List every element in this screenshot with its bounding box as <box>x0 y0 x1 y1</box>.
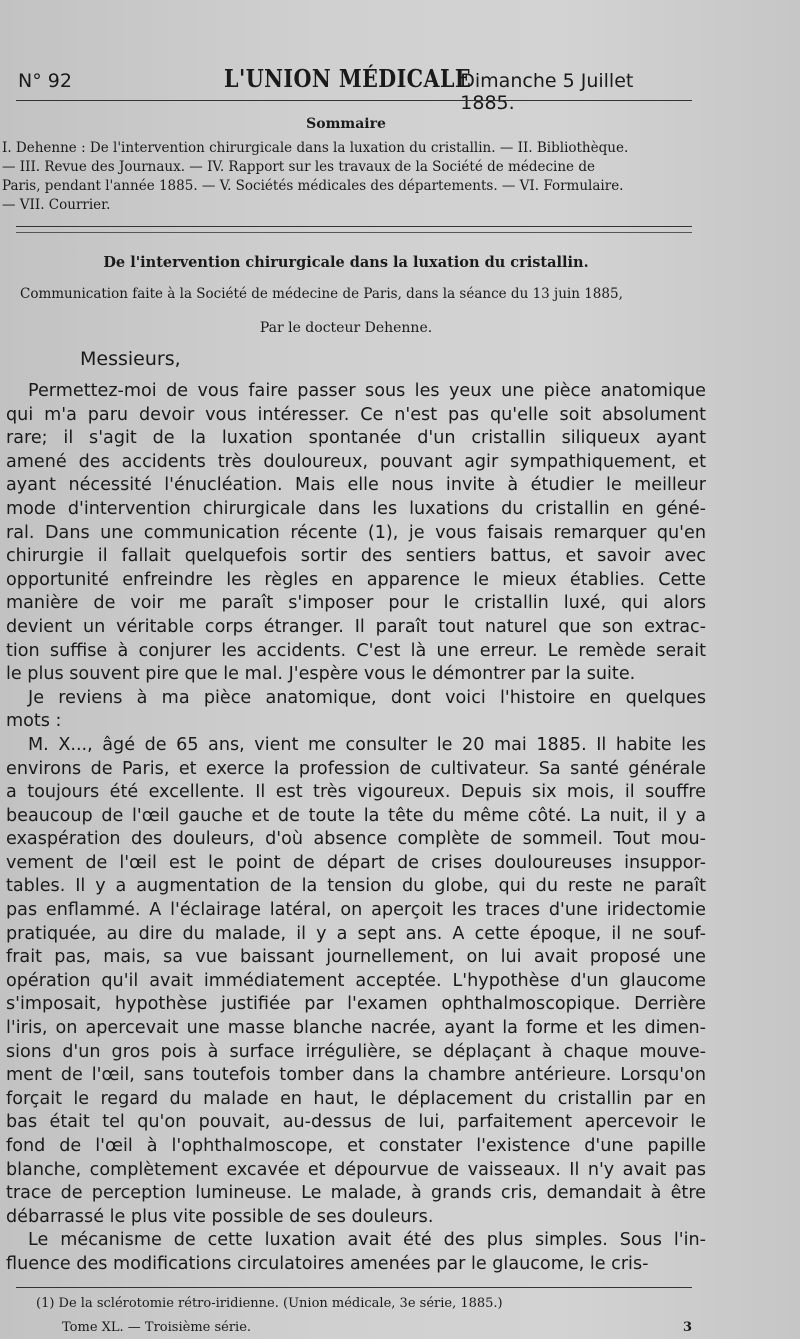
body-line: Permettez-moi de vous faire passer sous les yeux une pièce anatomique <box>28 381 706 401</box>
body-line: devient un véritable corps étranger. Il paraît tout naturel que son extrac- <box>6 616 706 637</box>
body-line: opération qu'il avait immédiatement acceptée. L'hypothèse d'un glaucome <box>6 970 706 991</box>
article-salutation: Messieurs, <box>80 348 181 370</box>
article-byline: Par le docteur Dehenne. <box>259 320 433 336</box>
body-line: beaucoup de l'œil gauche et de toute la tête du même côté. La nuit, il y a <box>6 805 706 826</box>
body-line: bas était tel qu'on pouvait, au-dessus de lui, parfaitement apercevoir le <box>6 1112 706 1133</box>
article-body <box>6 380 706 1277</box>
body-line: Le mécanisme de cette luxation avait été des plus simples. Sous l'in- <box>28 1230 706 1251</box>
body-line: pratiquée, au dire du malade, il y a sept ans. A cette époque, il ne souf- <box>6 923 706 944</box>
masthead <box>18 64 688 114</box>
body-line: chirurgie il fallait quelquefois sortir des sentiers battus, et savoir avec <box>6 546 706 567</box>
body-line: mots : <box>6 711 62 732</box>
body-line: pas enflammé. A l'éclairage latéral, on aperçoit les traces d'une iridectomie <box>6 900 706 921</box>
body-line: amené des accidents très douloureux, pouvant agir sympathiquement, et <box>6 451 706 472</box>
body-line: rare; il s'agit de la luxation spontanée d'un cristallin siliqueux ayant <box>6 428 706 449</box>
body-line: débarrassé le plus vite possible de ses douleurs. <box>6 1206 434 1227</box>
body-line: Je reviens à ma pièce anatomique, dont voici l'histoire en quelques <box>28 687 706 708</box>
body-line: opportunité enfreindre les règles en apparence le mieux établies. Cette <box>6 569 706 590</box>
body-line: a toujours été excellente. Il est très vigoureux. Depuis six mois, il souffre <box>6 782 706 803</box>
body-line: ayant nécessité l'énucléation. Mais elle nous invite à étudier le meilleur <box>6 475 706 496</box>
sommaire-line: — VII. Courrier. <box>2 197 111 213</box>
sommaire-line: I. Dehenne : De l'intervention chirurgicale dans la luxation du cristallin. — II. Bibliothèque. <box>2 140 629 156</box>
body-line: forçait le regard du malade en haut, le déplacement du cristallin par en <box>6 1088 706 1109</box>
body-line: sions d'un gros pois à surface irrégulière, se déplaçant à chaque mouve- <box>6 1041 706 1062</box>
body-line: le plus souvent pire que le mal. J'espère vous le démontrer par la suite. <box>6 664 636 685</box>
body-line: qui m'a paru devoir vous intéresser. Ce n'est pas qu'elle soit absolument <box>6 404 706 425</box>
article-communication: Communication faite à la Société de médecine de Paris, dans la séance du 13 juin 1885, <box>20 286 623 302</box>
body-line: l'iris, on apercevait une masse blanche nacrée, ayant la forme et les dimen- <box>6 1018 706 1039</box>
tome-label: Tome XL. — Troisième série. <box>62 1320 252 1335</box>
sommaire-rule <box>16 226 692 227</box>
body-line: s'imposait, hypothèse justifiée par l'examen ophthalmoscopique. Derrière <box>6 994 706 1015</box>
body-line: vement de l'œil est le point de départ de crises douloureuses insuppor- <box>6 852 706 873</box>
body-line: exaspération des douleurs, d'où absence complète de sommeil. Tout mou- <box>6 829 706 850</box>
body-line: ment de l'œil, sans toutefois tomber dans la chambre antérieure. Lorsqu'on <box>6 1065 706 1086</box>
body-line: blanche, complètement excavée et dépourvue de vaisseaux. Il n'y avait pas <box>6 1159 706 1180</box>
body-line: trace de perception lumineuse. Le malade, à grands cris, demandait à être <box>6 1183 706 1204</box>
body-line: fluence des modifications circulatoires amenées par le glaucome, le cris- <box>6 1253 649 1274</box>
body-line: mode d'intervention chirurgicale dans les luxations du cristallin en géné- <box>6 498 706 519</box>
body-line: fond de l'œil à l'ophthalmoscope, et constater l'existence d'une papille <box>6 1136 706 1156</box>
body-line: environs de Paris, et exerce la profession de cultivateur. Sa santé générale <box>6 758 706 779</box>
issue-number: N° 92 <box>18 70 72 92</box>
footnote: (1) De la sclérotomie rétro-iridienne. (Union médicale, 3e série, 1885.) <box>36 1296 503 1311</box>
page-footer <box>62 1320 692 1335</box>
page-number: 3 <box>682 1320 692 1335</box>
sommaire-rule-thin <box>16 232 692 233</box>
sommaire-line: — III. Revue des Journaux. — IV. Rapport sur les travaux de la Société de médecine de <box>2 159 595 175</box>
body-line: tion suffise à conjurer les accidents. C'est là une erreur. Le remède serait <box>6 640 706 661</box>
footnote-rule <box>16 1287 692 1288</box>
journal-title: L'UNION MÉDICALE <box>224 64 472 93</box>
sommaire-list <box>2 139 692 215</box>
body-line: frait pas, mais, sa vue baissant journellement, on lui avait proposé une <box>6 947 706 968</box>
body-line: manière de voir me paraît s'imposer pour le cristallin luxé, qui alors <box>6 593 706 614</box>
issue-date: Dimanche 5 Juillet 1885. <box>460 70 634 114</box>
article-title: De l'intervention chirurgicale dans la luxation du cristallin. <box>103 254 589 271</box>
sommaire-title: Sommaire <box>306 116 386 132</box>
body-line: ral. Dans une communication récente (1), je vous faisais remarquer qu'en <box>6 522 706 543</box>
body-line: tables. Il y a augmentation de la tension du globe, qui du reste ne paraît <box>6 876 706 897</box>
sommaire-line: Paris, pendant l'année 1885. — V. Sociétés médicales des départements. — VI. Formulaire. <box>2 178 624 194</box>
body-line: M. X..., âgé de 65 ans, vient me consulter le 20 mai 1885. Il habite les <box>28 734 706 755</box>
header-rule <box>16 100 692 101</box>
